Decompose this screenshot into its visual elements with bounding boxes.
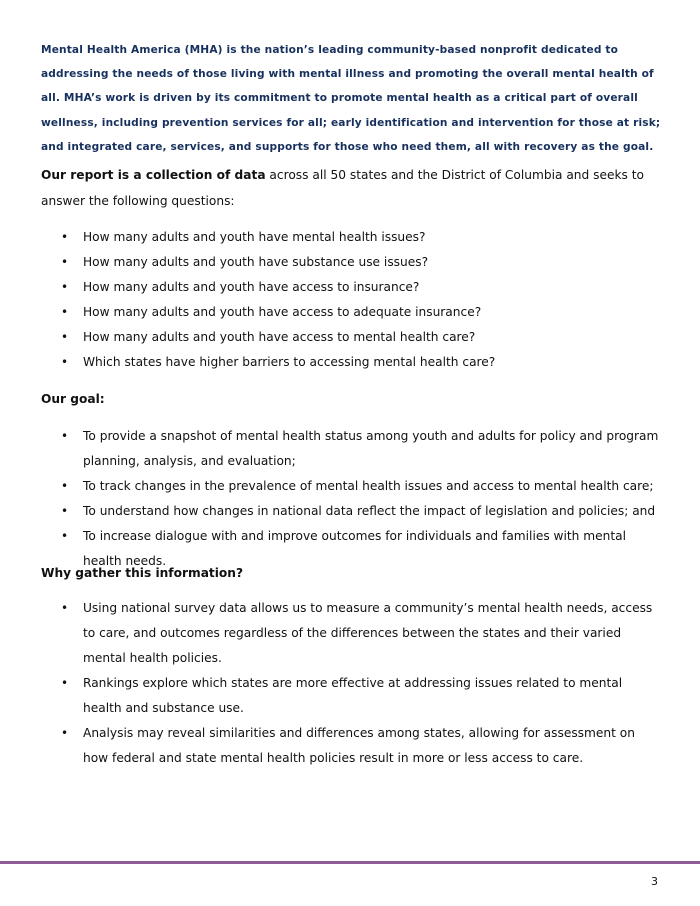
report-rest: across all 50 states and the District of Columbia and seeks to answer the following questions: [41, 168, 644, 208]
list-item [41, 325, 663, 350]
goal-text: To provide a snapshot of mental health status among youth and adults for policy and program planning, analysis, and evaluation; [83, 429, 659, 468]
bullet-icon: • [61, 330, 69, 344]
bullet-icon: • [61, 479, 69, 493]
page-number: 3 [651, 875, 658, 888]
list-item [41, 671, 663, 721]
list-item [41, 225, 663, 250]
bullet-icon: • [61, 529, 69, 543]
list-item [41, 275, 663, 300]
why-list [41, 596, 663, 771]
goal-list [41, 424, 663, 574]
list-item [41, 721, 663, 771]
question-text: How many adults and youth have access to insurance? [83, 280, 420, 294]
why-text: Analysis may reveal similarities and differences among states, allowing for assessment on how federal and state mental health policies result in more or less access to care. [83, 726, 635, 765]
bullet-icon: • [61, 504, 69, 518]
list-item [41, 350, 663, 375]
bullet-icon: • [61, 305, 69, 319]
question-text: How many adults and youth have access to adequate insurance? [83, 305, 482, 319]
list-item [41, 250, 663, 275]
question-text: How many adults and youth have substance use issues? [83, 255, 429, 269]
bullet-icon: • [61, 601, 69, 615]
list-item [41, 596, 663, 671]
bullet-icon: • [61, 255, 69, 269]
question-text: How many adults and youth have mental health issues? [83, 230, 426, 244]
why-heading: Why gather this information? [41, 566, 244, 580]
goal-text: To understand how changes in national data reflect the impact of legislation and policies; and [83, 504, 656, 518]
question-text: Which states have higher barriers to accessing mental health care? [83, 355, 496, 369]
list-item [41, 300, 663, 325]
goal-text: To track changes in the prevalence of mental health issues and access to mental health care; [83, 479, 654, 493]
why-text: Using national survey data allows us to measure a community’s mental health needs, access to care, and outcomes regardless of the differences between the states and their varied mental health policies. [83, 601, 653, 665]
list-item [41, 474, 663, 499]
goal-heading: Our goal: [41, 392, 105, 406]
list-item [41, 499, 663, 524]
bullet-icon: • [61, 676, 69, 690]
report-paragraph [41, 162, 661, 214]
intro-paragraph: Mental Health America (MHA) is the nation’s leading community-based nonprofit dedicated to addressing the needs of those living with mental illness and promoting the overall mental health of all. MHA’s work is driven by its commitment to promote mental health as a critical part of overall wellness, including prevention services for all; early identification and intervention for those at risk; and integrated care, services, and supports for those who need them, all with recovery as the goal. [41, 44, 661, 153]
bullet-icon: • [61, 726, 69, 740]
bullet-icon: • [61, 429, 69, 443]
list-item [41, 424, 663, 474]
why-text: Rankings explore which states are more effective at addressing issues related to mental health and substance use. [83, 676, 623, 715]
report-lead: Our report is a collection of data [41, 168, 266, 182]
bullet-icon: • [61, 230, 69, 244]
question-text: How many adults and youth have access to mental health care? [83, 330, 476, 344]
questions-list [41, 225, 663, 375]
bullet-icon: • [61, 355, 69, 369]
goal-text: To increase dialogue with and improve outcomes for individuals and families with mental health needs. [83, 529, 627, 568]
bullet-icon: • [61, 280, 69, 294]
footer-rule [0, 861, 700, 864]
